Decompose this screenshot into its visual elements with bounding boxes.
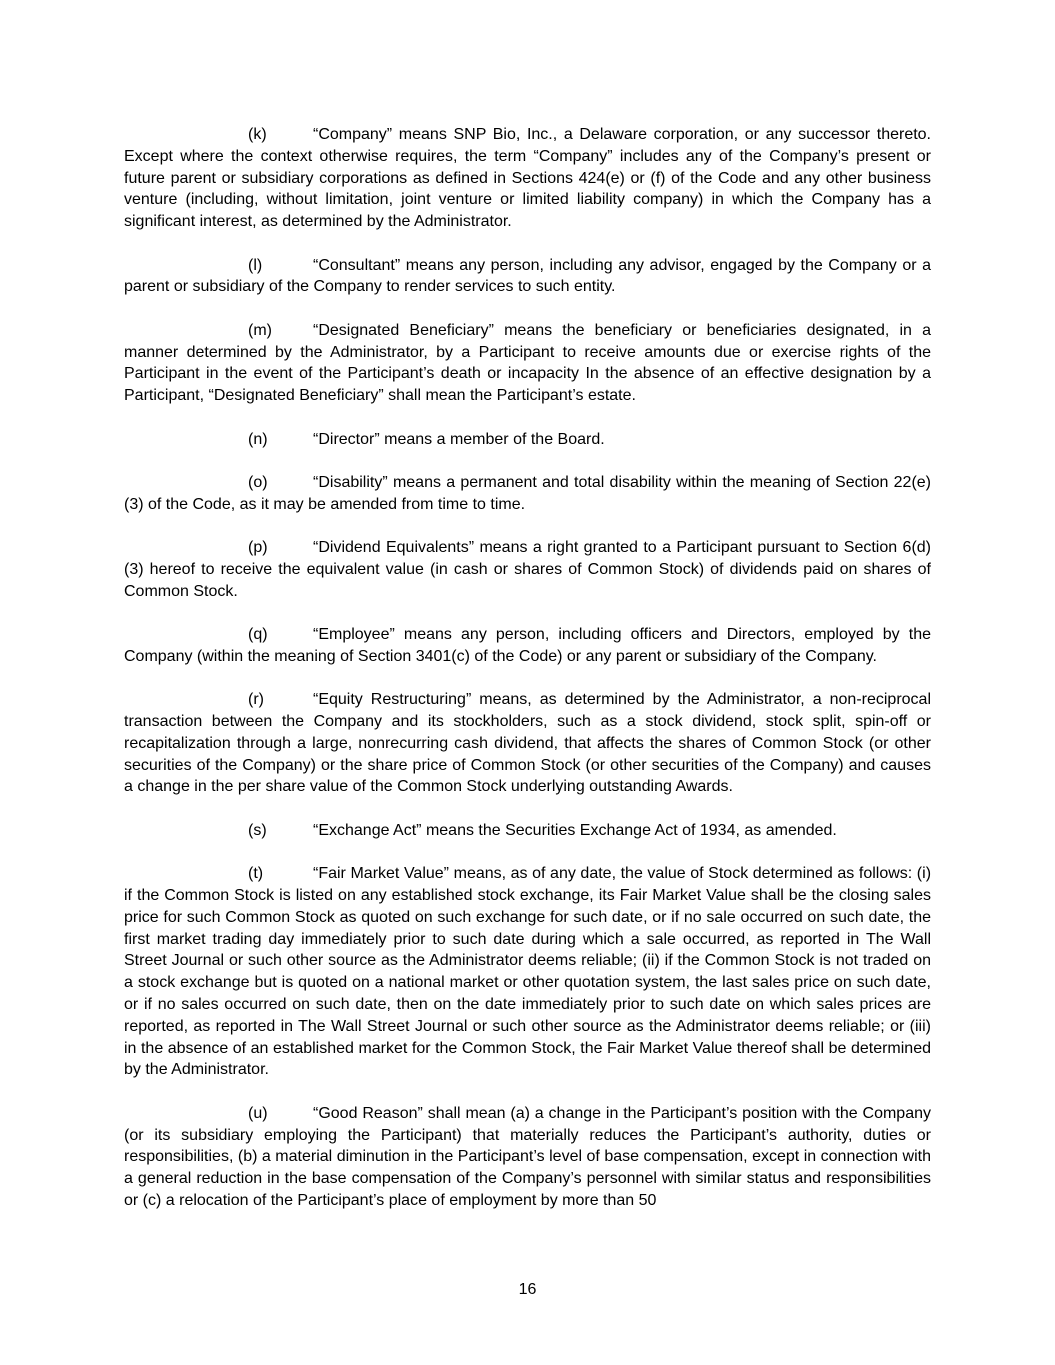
definition-fair-market-value: [124, 863, 931, 1081]
definition-director: [124, 429, 931, 451]
definition-text: shall mean (a) a change in the Participant’s position with the Company (or its subsidiary employing the Participant) that materially reduces the Participant’s authority, duties or responsibilities, (b) a material diminution in the Participant’s level of base compensation, except in connection with a general reduction in the base compensation of the Company’s personnel with similar status and responsibilities or (c) a relocation of the Participant’s place of employment by more than 50: [124, 1104, 932, 1210]
defined-term: “Good Reason”: [313, 1104, 423, 1122]
defined-term: “Fair Market Value”: [313, 865, 450, 883]
item-letter: (m): [248, 321, 272, 339]
definition-designated-beneficiary: [124, 320, 931, 407]
definition-company: [124, 124, 931, 233]
definition-employee: [124, 624, 931, 668]
item-letter: (t): [248, 865, 264, 883]
item-letter: (p): [248, 539, 268, 557]
defined-term: “Designated Beneficiary”: [313, 321, 494, 339]
item-letter: (q): [248, 626, 268, 644]
item-letter: (k): [248, 126, 267, 143]
item-letter: (o): [248, 473, 268, 491]
definition-text: means a member of the Board.: [384, 430, 605, 448]
definition-text: means, as determined by the Administrator, a non-reciprocal transaction between the Company and its stockholders, such as a stock dividend, stock split, spin-off or recapitalization through a large, nonrecurring cash dividend, that affects the shares of Common Stock (or other securities of the Company) or the share price of Common Stock (or other securities of the Company) and causes a change in the per share value of the Common Stock underlying outstanding Awards.: [124, 691, 932, 796]
definition-text: means a permanent and total disability within the meaning of Section 22(e)(3) of the Code, as it may be amended from time to time.: [124, 473, 931, 513]
document-body: [124, 124, 931, 1233]
definition-dividend-equivalents: [124, 537, 931, 602]
defined-term: “Disability”: [313, 473, 388, 491]
definition-disability: [124, 472, 931, 516]
defined-term: “Equity Restructuring”: [313, 691, 472, 709]
defined-term: “Dividend Equivalents”: [313, 539, 475, 557]
item-letter: (n): [248, 430, 268, 448]
definition-text: means the Securities Exchange Act of 1934, as amended.: [425, 821, 837, 839]
definition-equity-restructuring: [124, 689, 931, 798]
defined-term: “Company”: [313, 126, 393, 143]
definition-text: means, as of any date, the value of Stock determined as follows: (i) if the Common Stock is listed on any established stock exchange, its Fair Market Value shall be the closing sales price for such Common Stock as quoted on such exchange for such date, or if no sale occurred on such date, the first market trading day immediately prior to such date during which a sale occurred, as reported in The Wall Street Journal or such other source as the Administrator deems reliable; (ii) if the Common Stock is not traded on a stock exchange but is quoted on a national market or other quotation system, the last sales price on such date, or if no sales occurred on such date, then on the date immediately prior to such date on which sales prices are reported, as reported in The Wall Street Journal or such other source as the Administrator deems reliable; or (iii) in the absence of an established market for the Common Stock, the Fair Market Value thereof shall be determined by the Administrator.: [124, 865, 932, 1079]
defined-term: “Consultant”: [313, 256, 401, 274]
defined-term: “Director”: [313, 430, 380, 448]
definition-good-reason: [124, 1103, 931, 1212]
definition-text: means any person, including any advisor, engaged by the Company or a parent or subsidiary of the Company to render services to such entity.: [124, 256, 931, 296]
definition-text: means SNP Bio, Inc., a Delaware corporation, or any successor thereto. Except where the context otherwise requires, the term “Company” includes any of the Company’s present or future parent or subsidiary corporations as defined in Sections 424(e) or (f) of the Code and any other business venture (including, without limitation, joint venture or limited liability company) in which the Company has a significant interest, as determined by the Administrator.: [124, 126, 931, 231]
page-number: 16: [518, 1281, 537, 1298]
item-letter: (u): [248, 1104, 268, 1122]
defined-term: “Exchange Act”: [313, 821, 422, 839]
item-letter: (s): [248, 821, 267, 839]
item-letter: (r): [248, 691, 264, 709]
definition-exchange-act: [124, 820, 931, 842]
item-letter: (l): [248, 256, 263, 274]
definition-text: means a right granted to a Participant pursuant to Section 6(d)(3) hereof to receive the equivalent value (in cash or shares of Common Stock) of dividends paid on shares of Common Stock.: [124, 539, 931, 600]
definition-text: means the beneficiary or beneficiaries designated, in a manner determined by the Administrator, by a Participant to receive amounts due or exercise rights of the Participant in the event of the Participant’s death or incapacity In the absence of an effective designation by a Participant, “Designated Beneficiary” shall mean the Participant’s estate.: [124, 321, 931, 405]
definition-consultant: [124, 255, 931, 299]
definition-text: means any person, including officers and Directors, employed by the Company (within the meaning of Section 3401(c) of the Code) or any parent or subsidiary of the Company.: [124, 626, 931, 665]
defined-term: “Employee”: [313, 626, 395, 644]
